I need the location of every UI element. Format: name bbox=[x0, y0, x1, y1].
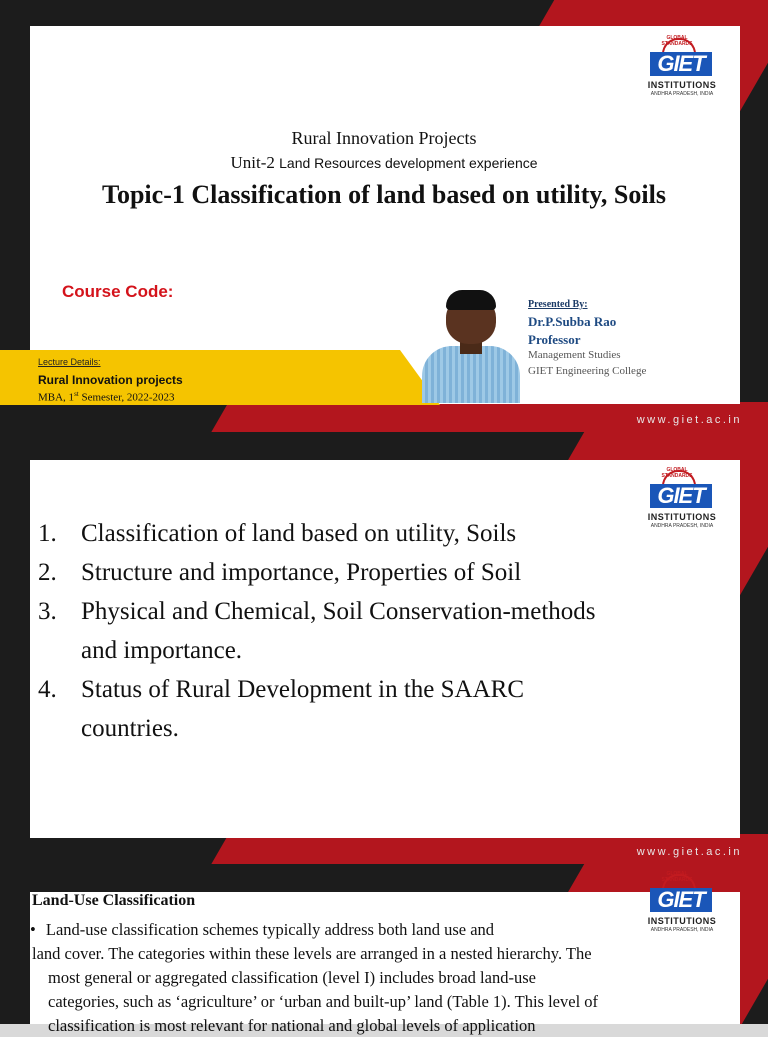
logo-ring-text: GLOBAL STANDARDS bbox=[661, 871, 693, 883]
list-text: Classification of land based on utility, Soils bbox=[81, 520, 517, 547]
paragraph-line: categories, such as ‘agriculture’ or ‘urban and built-up’ land (Table 1). This level of bbox=[48, 992, 599, 1011]
logo-mark: GIET bbox=[650, 484, 712, 508]
list-number: 1. bbox=[38, 520, 57, 547]
paragraph-line: land cover. The categories within these levels are arranged in a nested hierarchy. The bbox=[32, 944, 592, 963]
list-text: Structure and importance, Properties of Soil bbox=[81, 559, 522, 586]
logo-mark: GIET bbox=[650, 52, 712, 76]
course-title: Rural Innovation Projects bbox=[291, 128, 477, 148]
giet-logo bbox=[636, 35, 728, 97]
logo-ring-text: GLOBAL STANDARDS bbox=[661, 35, 693, 47]
lecture-rest: Semester, 2022-2023 bbox=[78, 391, 175, 404]
bullet: • bbox=[30, 920, 36, 939]
presented-by-label: Presented By: bbox=[528, 299, 588, 310]
giet-logo bbox=[636, 871, 728, 933]
lecture-sup: st bbox=[74, 390, 79, 398]
unit-line bbox=[0, 153, 768, 173]
title-slide bbox=[0, 0, 768, 432]
photo-shirt bbox=[422, 346, 520, 403]
slide-card bbox=[30, 26, 740, 404]
list-item bbox=[38, 553, 628, 592]
unit-prefix: Unit-2 bbox=[230, 153, 280, 172]
paragraph-line: most general or aggregated classification (level I) includes broad land-use bbox=[48, 968, 536, 987]
list-number: 4. bbox=[38, 676, 57, 703]
list-number: 2. bbox=[38, 559, 57, 586]
lecture-details-label: Lecture Details: bbox=[38, 357, 101, 367]
presenter-name: Dr.P.Subba Rao bbox=[528, 314, 617, 329]
presenter-department: Management Studies bbox=[528, 349, 621, 361]
course-code-label: Course Code: bbox=[62, 282, 174, 301]
paragraph-line bbox=[30, 918, 494, 941]
photo-hair bbox=[446, 290, 496, 310]
presenter-college: GIET Engineering College bbox=[528, 365, 647, 377]
list-item bbox=[38, 592, 628, 670]
site-url: www.giet.ac.in bbox=[636, 846, 742, 858]
presenter-photo bbox=[420, 288, 522, 403]
giet-logo bbox=[636, 467, 728, 529]
list-number: 3. bbox=[38, 598, 57, 625]
logo-mark: GIET bbox=[650, 888, 712, 912]
unit-title: Land Resources development experience bbox=[279, 155, 538, 171]
lecture-program: MBA, 1 bbox=[38, 391, 75, 404]
land-use-heading: Land-Use Classification bbox=[32, 892, 196, 909]
presenter-role: Professor bbox=[528, 332, 581, 347]
paragraph-line: classification is most relevant for national and global levels of application bbox=[48, 1016, 536, 1035]
list-text: Status of Rural Development in the SAARC countries. bbox=[81, 676, 525, 742]
topic-title: Topic-1 Classification of land based on utility, Soils bbox=[102, 180, 666, 209]
list-item bbox=[38, 670, 628, 748]
logo-institutions: INSTITUTIONS bbox=[647, 80, 717, 90]
list-item bbox=[38, 514, 628, 553]
logo-state: ANDHRA PRADESH, INDIA bbox=[650, 927, 714, 933]
lecture-name: Rural Innovation projects bbox=[38, 373, 183, 387]
list-text: Physical and Chemical, Soil Conservation-methods and importance. bbox=[81, 598, 596, 664]
site-url: www.giet.ac.in bbox=[636, 414, 742, 426]
topic-list bbox=[38, 514, 628, 748]
logo-institutions: INSTITUTIONS bbox=[647, 916, 717, 926]
lecture-semester bbox=[38, 390, 175, 404]
logo-state: ANDHRA PRADESH, INDIA bbox=[650, 523, 714, 529]
logo-institutions: INSTITUTIONS bbox=[647, 512, 717, 522]
logo-ring-text: GLOBAL STANDARDS bbox=[661, 467, 693, 479]
line-text: Land-use classification schemes typically address both land use and bbox=[45, 920, 495, 939]
logo-state: ANDHRA PRADESH, INDIA bbox=[650, 91, 714, 97]
